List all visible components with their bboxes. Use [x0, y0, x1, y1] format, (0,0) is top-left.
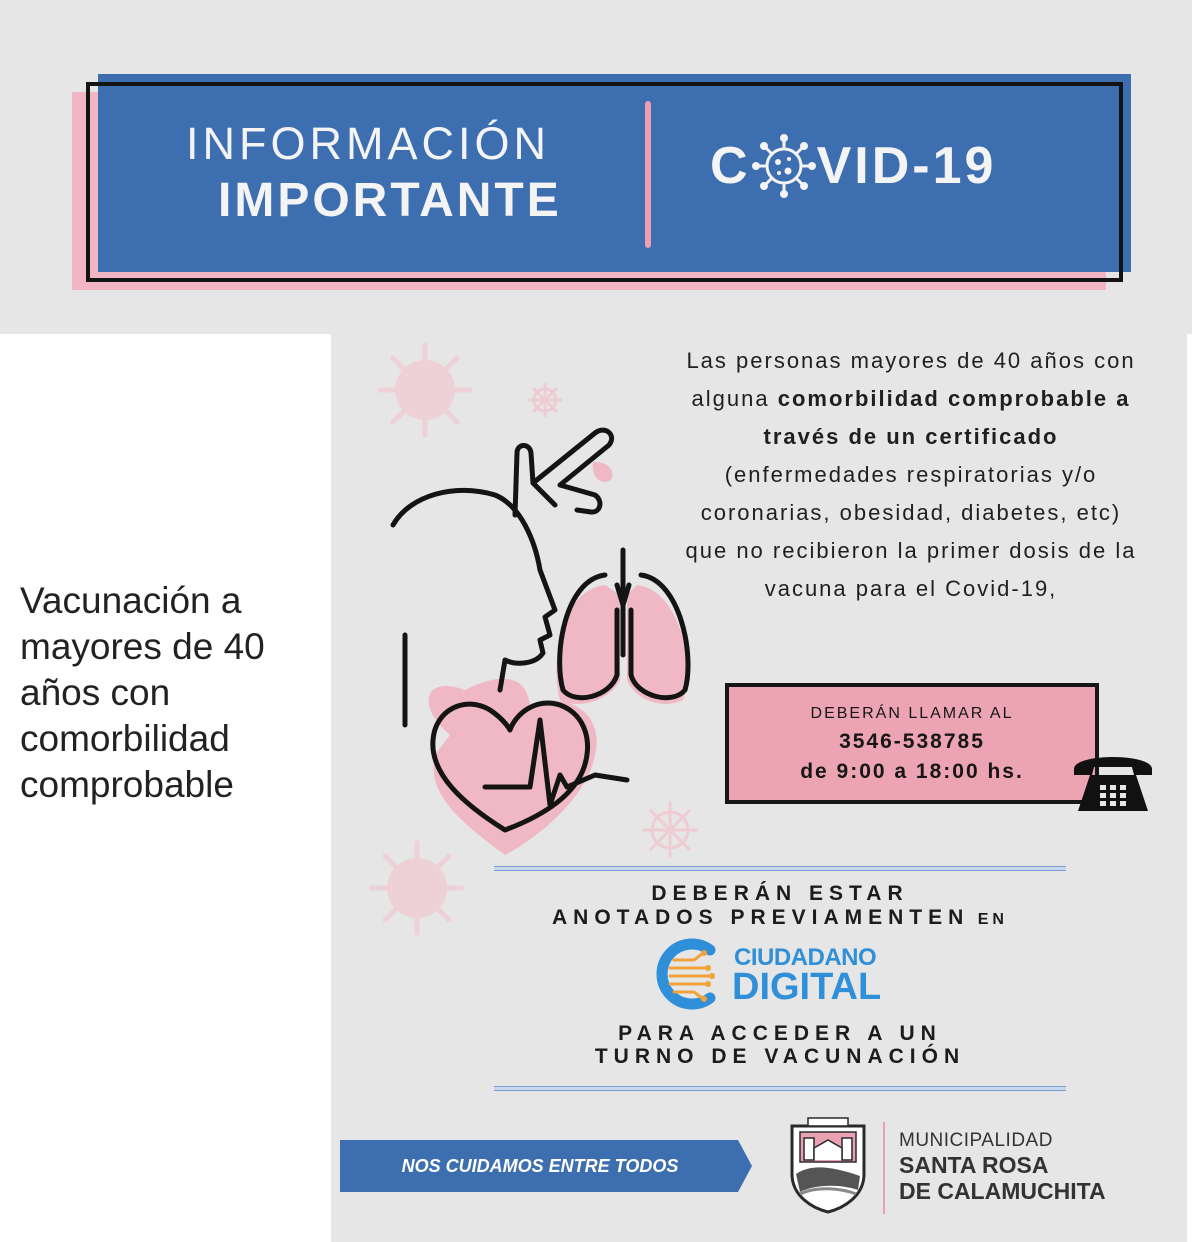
header-divider: [645, 101, 651, 248]
virus-icon: [642, 802, 698, 858]
registration-line2-small: EN: [969, 911, 1008, 928]
registration-line2-main: ANOTADOS PREVIAMENTEN: [552, 906, 970, 929]
registration-line1: DEBERÁN ESTAR: [651, 882, 909, 905]
municipality-label: MUNICIPALIDAD: [899, 1130, 1053, 1151]
header-title-line1: INFORMACIÓN: [186, 118, 550, 169]
registration-line2: [494, 906, 1066, 930]
phone-number[interactable]: 3546-538785: [839, 730, 985, 753]
eligibility-text-part1: Las personas mayores de 40 años con alguna: [686, 348, 1136, 411]
eligibility-text-bold: comorbilidad comprobable a través de un certificado: [763, 386, 1131, 449]
call-box: [725, 683, 1099, 804]
municipality-name-line1: SANTA ROSA: [899, 1152, 1049, 1178]
eligibility-text-part2: (enfermedades respiratorias y/o coronarias, obesidad, diabetes, etc) que no recibieron la primer dosis de la vacuna para el Covid-19,: [685, 462, 1137, 601]
divider-top: [494, 866, 1066, 871]
call-hours: de 9:00 a 18:00 hs.: [800, 760, 1024, 783]
municipal-shield-icon: [786, 1114, 870, 1214]
ciudadano-digital-logo: [648, 936, 730, 1012]
virus-icon: [372, 843, 462, 933]
virus-icon: [380, 345, 470, 435]
header-banner: [0, 0, 1192, 334]
virus-icon: [752, 134, 816, 198]
slogan-banner: NOS CUIDAMOS ENTRE TODOS: [401, 1156, 679, 1176]
header-title-line2: IMPORTANTE: [218, 174, 562, 227]
covid-prefix: C: [710, 137, 751, 195]
eligibility-text: [676, 342, 1146, 608]
call-instruction: DEBERÁN LLAMAR AL: [810, 705, 1014, 722]
municipality-name-line2: DE CALAMUCHITA: [899, 1178, 1106, 1204]
ciudadano-digital-line1: CIUDADANO: [734, 944, 877, 971]
divider-bottom: [494, 1086, 1066, 1091]
covid-title: [710, 134, 996, 198]
virus-icon: [528, 383, 562, 417]
telephone-icon: [1070, 745, 1156, 817]
covid-suffix: VID-19: [816, 137, 997, 195]
breathing-person-icon: [355, 335, 715, 955]
municipality-divider: [883, 1122, 885, 1214]
turn-line2: TURNO DE VACUNACIÓN: [594, 1045, 966, 1068]
post-caption: Vacunación a mayores de 40 años con comorbilidad comprobable: [20, 580, 265, 805]
ciudadano-digital-line2: DIGITAL: [732, 966, 882, 1008]
turn-line1: PARA ACCEDER A UN: [618, 1022, 942, 1045]
